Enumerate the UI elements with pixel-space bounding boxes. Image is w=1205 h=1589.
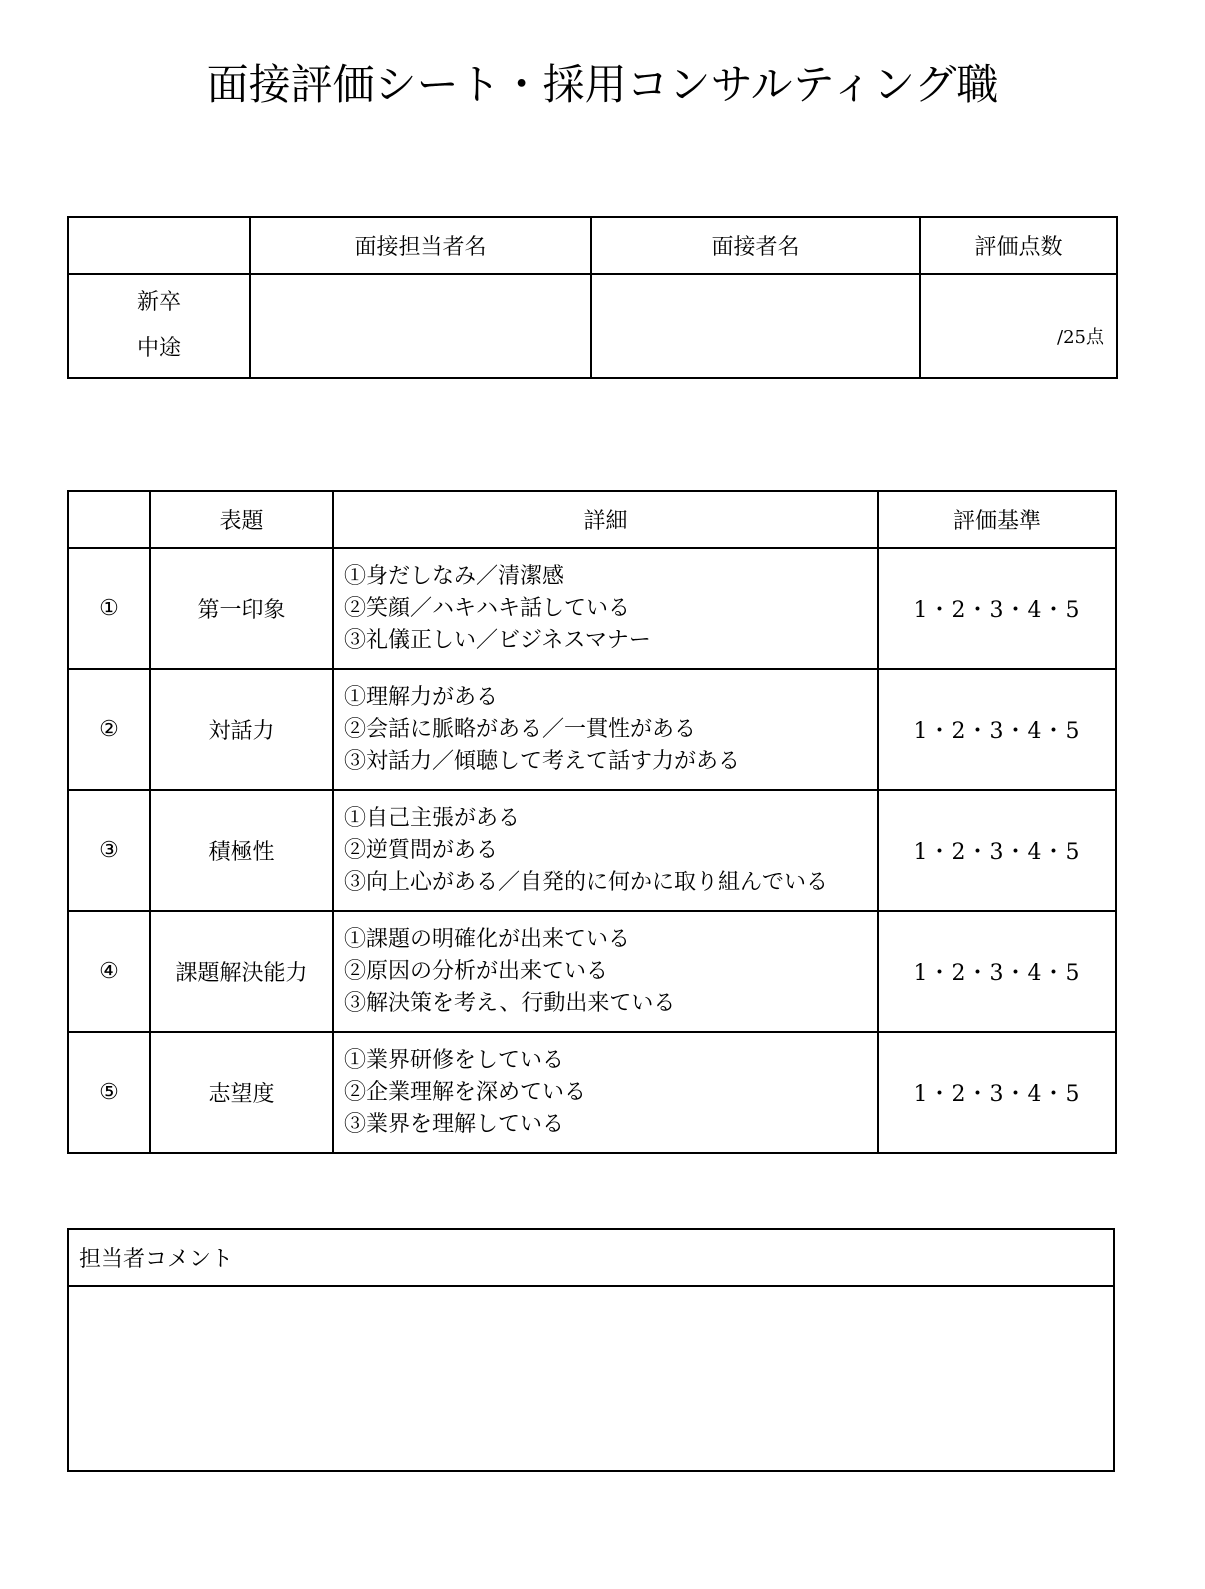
eval-row-scale[interactable]: 1・2・3・4・5 — [878, 548, 1116, 669]
eval-row-number: ③ — [68, 790, 150, 911]
detail-item: ①身だしなみ／清潔感 — [344, 563, 565, 589]
info-header-blank — [68, 217, 250, 274]
score-unit: /25点 — [1057, 327, 1104, 348]
hire-type-cell — [68, 274, 250, 378]
page-title: 面接評価シート・採用コンサルティング職 — [206, 60, 999, 109]
comment-header-row — [68, 1229, 1114, 1286]
eval-row-details — [333, 669, 878, 790]
comment-label: 担当者コメント — [68, 1229, 1114, 1286]
eval-header-criteria: 評価基準 — [878, 491, 1116, 548]
comment-table — [67, 1228, 1115, 1472]
eval-row-scale[interactable]: 1・2・3・4・5 — [878, 911, 1116, 1032]
eval-row-topic: 第一印象 — [150, 548, 333, 669]
detail-item: ②逆質問がある — [344, 837, 499, 863]
detail-item: ③礼儀正しい／ビジネスマナー — [344, 627, 651, 653]
eval-header-row — [68, 491, 1116, 548]
eval-row — [68, 548, 1116, 669]
comment-field[interactable] — [68, 1286, 1114, 1471]
interviewer-name-field[interactable] — [250, 274, 591, 378]
info-body-row — [68, 274, 1117, 378]
comment-body-row — [68, 1286, 1114, 1471]
eval-row — [68, 669, 1116, 790]
eval-row-scale[interactable]: 1・2・3・4・5 — [878, 1032, 1116, 1153]
detail-item: ①課題の明確化が出来ている — [344, 926, 631, 952]
eval-row-topic: 対話力 — [150, 669, 333, 790]
eval-row-number: ① — [68, 548, 150, 669]
info-table — [67, 216, 1118, 379]
detail-item: ③業界を理解している — [344, 1111, 565, 1137]
eval-row-topic: 志望度 — [150, 1032, 333, 1153]
eval-row-number: ② — [68, 669, 150, 790]
detail-item: ②笑顔／ハキハキ話している — [344, 595, 631, 621]
info-header-score: 評価点数 — [920, 217, 1117, 274]
detail-item: ①自己主張がある — [344, 805, 521, 831]
evaluation-table — [67, 490, 1117, 1154]
detail-item: ①理解力がある — [344, 684, 499, 710]
eval-row — [68, 1032, 1116, 1153]
hire-type-new-grad[interactable]: 新卒 — [136, 290, 181, 315]
eval-row — [68, 911, 1116, 1032]
eval-row-topic: 積極性 — [150, 790, 333, 911]
eval-header-detail: 詳細 — [333, 491, 878, 548]
info-header-candidate: 面接者名 — [591, 217, 920, 274]
eval-header-blank — [68, 491, 150, 548]
eval-row-scale[interactable]: 1・2・3・4・5 — [878, 669, 1116, 790]
eval-row-number: ⑤ — [68, 1032, 150, 1153]
eval-row-details — [333, 1032, 878, 1153]
score-field[interactable] — [920, 274, 1117, 378]
eval-row-topic: 課題解決能力 — [150, 911, 333, 1032]
detail-item: ③向上心がある／自発的に何かに取り組んでいる — [344, 869, 829, 895]
info-header-row — [68, 217, 1117, 274]
eval-row-number: ④ — [68, 911, 150, 1032]
eval-row-details — [333, 548, 878, 669]
detail-item: ③対話力／傾聴して考えて話す力がある — [344, 748, 741, 774]
info-header-interviewer: 面接担当者名 — [250, 217, 591, 274]
detail-item: ②企業理解を深めている — [344, 1079, 587, 1105]
detail-item: ①業界研修をしている — [344, 1047, 565, 1073]
eval-row-details — [333, 790, 878, 911]
eval-row — [68, 790, 1116, 911]
candidate-name-field[interactable] — [591, 274, 920, 378]
eval-header-topic: 表題 — [150, 491, 333, 548]
detail-item: ③解決策を考え、行動出来ている — [344, 990, 676, 1016]
eval-row-scale[interactable]: 1・2・3・4・5 — [878, 790, 1116, 911]
detail-item: ②会話に脈略がある／一貫性がある — [344, 716, 697, 742]
detail-item: ②原因の分析が出来ている — [344, 958, 609, 984]
eval-row-details — [333, 911, 878, 1032]
hire-type-mid-career[interactable]: 中途 — [136, 336, 181, 361]
